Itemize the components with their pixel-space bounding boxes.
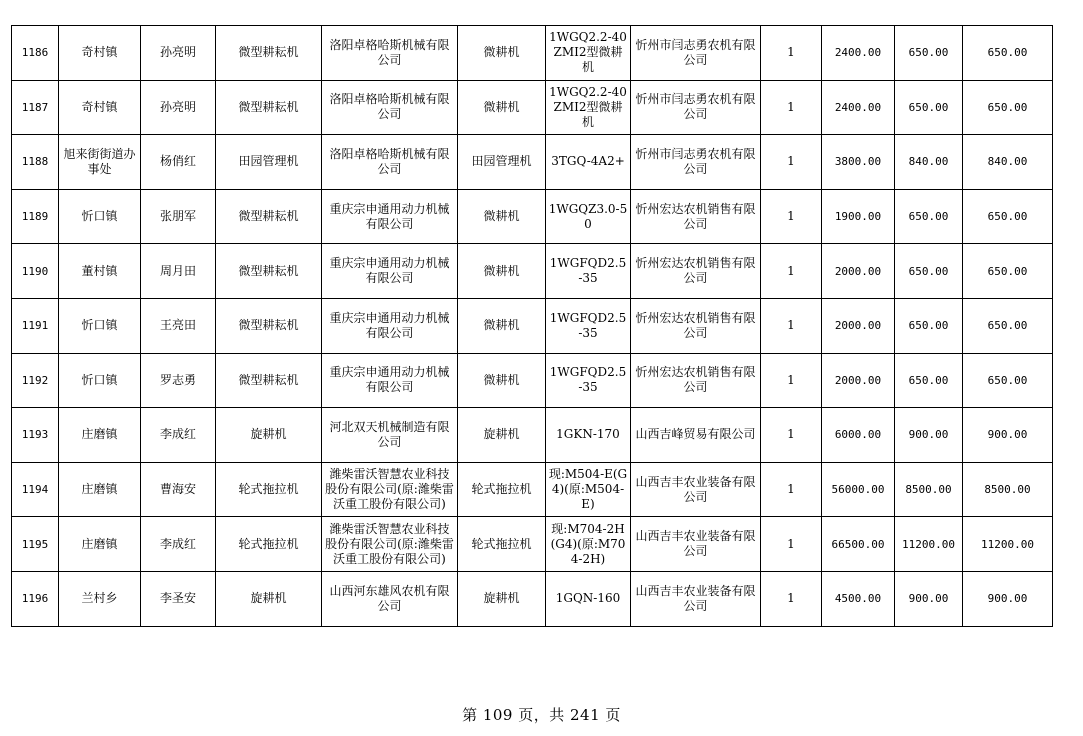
name-cell: 曹海安: [141, 462, 216, 517]
manufacturer-cell: 重庆宗申通用动力机械有限公司: [322, 353, 458, 408]
price-cell: 3800.00: [822, 135, 895, 190]
row-id-cell: 1189: [12, 189, 59, 244]
town-cell: 庄磨镇: [59, 408, 141, 463]
row-id-cell: 1186: [12, 26, 59, 81]
total-subsidy-cell: 840.00: [963, 135, 1053, 190]
model-cell: 1WGFQD2.5-35: [546, 244, 631, 299]
subsidy-cell: 650.00: [895, 26, 963, 81]
machine-type-cell: 微型耕耘机: [216, 189, 322, 244]
subsidy-table: [11, 25, 1053, 627]
quantity-cell: 1: [761, 462, 822, 517]
manufacturer-cell: 重庆宗申通用动力机械有限公司: [322, 298, 458, 353]
total-subsidy-cell: 650.00: [963, 298, 1053, 353]
total-subsidy-cell: 900.00: [963, 571, 1053, 626]
row-id-cell: 1190: [12, 244, 59, 299]
town-cell: 奇村镇: [59, 26, 141, 81]
total-subsidy-cell: 650.00: [963, 26, 1053, 81]
machine-type-cell: 旋耕机: [216, 408, 322, 463]
name-cell: 张朋军: [141, 189, 216, 244]
manufacturer-cell: 重庆宗申通用动力机械有限公司: [322, 189, 458, 244]
machine-type-cell: 旋耕机: [216, 571, 322, 626]
manufacturer-cell: 潍柴雷沃智慧农业科技股份有限公司(原:潍柴雷沃重工股份有限公司): [322, 517, 458, 572]
manufacturer-cell: 山西河东雄风农机有限公司: [322, 571, 458, 626]
machine-type-cell: 微型耕耘机: [216, 353, 322, 408]
model-cell: 1WGQ2.2-40ZMI2型微耕机: [546, 26, 631, 81]
subsidy-cell: 650.00: [895, 189, 963, 244]
category-cell: 旋耕机: [458, 571, 546, 626]
table-row: [12, 298, 1053, 353]
row-id-cell: 1191: [12, 298, 59, 353]
table-row: [12, 462, 1053, 517]
quantity-cell: 1: [761, 408, 822, 463]
machine-type-cell: 轮式拖拉机: [216, 517, 322, 572]
price-cell: 2000.00: [822, 244, 895, 299]
model-cell: 1WGFQD2.5-35: [546, 298, 631, 353]
total-subsidy-cell: 650.00: [963, 80, 1053, 135]
quantity-cell: 1: [761, 135, 822, 190]
category-cell: 微耕机: [458, 189, 546, 244]
dealer-cell: 忻州宏达农机销售有限公司: [631, 189, 761, 244]
total-subsidy-cell: 11200.00: [963, 517, 1053, 572]
name-cell: 李成红: [141, 517, 216, 572]
dealer-cell: 山西吉丰农业装备有限公司: [631, 462, 761, 517]
row-id-cell: 1195: [12, 517, 59, 572]
subsidy-cell: 900.00: [895, 408, 963, 463]
dealer-cell: 忻州市闫志勇农机有限公司: [631, 135, 761, 190]
name-cell: 杨俏红: [141, 135, 216, 190]
subsidy-cell: 900.00: [895, 571, 963, 626]
model-cell: 1WGQZ3.0-50: [546, 189, 631, 244]
machine-type-cell: 微型耕耘机: [216, 26, 322, 81]
quantity-cell: 1: [761, 26, 822, 81]
model-cell: 1GKN-170: [546, 408, 631, 463]
dealer-cell: 忻州宏达农机销售有限公司: [631, 298, 761, 353]
name-cell: 周月田: [141, 244, 216, 299]
subsidy-cell: 840.00: [895, 135, 963, 190]
town-cell: 忻口镇: [59, 298, 141, 353]
total-subsidy-cell: 650.00: [963, 244, 1053, 299]
price-cell: 1900.00: [822, 189, 895, 244]
dealer-cell: 山西吉丰农业装备有限公司: [631, 571, 761, 626]
model-cell: 3TGQ-4A2+: [546, 135, 631, 190]
price-cell: 56000.00: [822, 462, 895, 517]
quantity-cell: 1: [761, 571, 822, 626]
manufacturer-cell: 洛阳卓格哈斯机械有限公司: [322, 80, 458, 135]
price-cell: 66500.00: [822, 517, 895, 572]
town-cell: 庄磨镇: [59, 517, 141, 572]
dealer-cell: 忻州市闫志勇农机有限公司: [631, 26, 761, 81]
price-cell: 2400.00: [822, 26, 895, 81]
category-cell: 微耕机: [458, 26, 546, 81]
model-cell: 1WGQ2.2-40ZMI2型微耕机: [546, 80, 631, 135]
table-body: [12, 26, 1053, 627]
page-footer: 第 109 页，共 241 页: [462, 706, 621, 724]
price-cell: 4500.00: [822, 571, 895, 626]
manufacturer-cell: 潍柴雷沃智慧农业科技股份有限公司(原:潍柴雷沃重工股份有限公司): [322, 462, 458, 517]
subsidy-cell: 650.00: [895, 80, 963, 135]
subsidy-cell: 650.00: [895, 298, 963, 353]
machine-type-cell: 田园管理机: [216, 135, 322, 190]
total-subsidy-cell: 650.00: [963, 353, 1053, 408]
machine-type-cell: 轮式拖拉机: [216, 462, 322, 517]
town-cell: 奇村镇: [59, 80, 141, 135]
quantity-cell: 1: [761, 80, 822, 135]
town-cell: 庄磨镇: [59, 462, 141, 517]
subsidy-cell: 650.00: [895, 353, 963, 408]
total-subsidy-cell: 900.00: [963, 408, 1053, 463]
row-id-cell: 1194: [12, 462, 59, 517]
row-id-cell: 1196: [12, 571, 59, 626]
model-cell: 1WGFQD2.5-35: [546, 353, 631, 408]
manufacturer-cell: 河北双天机械制造有限公司: [322, 408, 458, 463]
town-cell: 旭来街街道办事处: [59, 135, 141, 190]
row-id-cell: 1188: [12, 135, 59, 190]
subsidy-cell: 650.00: [895, 244, 963, 299]
name-cell: 孙亮明: [141, 80, 216, 135]
model-cell: 现:M704-2H(G4)(原:M704-2H): [546, 517, 631, 572]
name-cell: 罗志勇: [141, 353, 216, 408]
price-cell: 6000.00: [822, 408, 895, 463]
row-id-cell: 1193: [12, 408, 59, 463]
table-row: [12, 517, 1053, 572]
manufacturer-cell: 洛阳卓格哈斯机械有限公司: [322, 135, 458, 190]
machine-type-cell: 微型耕耘机: [216, 80, 322, 135]
total-subsidy-cell: 8500.00: [963, 462, 1053, 517]
dealer-cell: 忻州宏达农机销售有限公司: [631, 244, 761, 299]
table-row: [12, 571, 1053, 626]
town-cell: 董村镇: [59, 244, 141, 299]
machine-type-cell: 微型耕耘机: [216, 244, 322, 299]
price-cell: 2000.00: [822, 298, 895, 353]
table-row: [12, 408, 1053, 463]
name-cell: 李成红: [141, 408, 216, 463]
machine-type-cell: 微型耕耘机: [216, 298, 322, 353]
manufacturer-cell: 重庆宗申通用动力机械有限公司: [322, 244, 458, 299]
dealer-cell: 忻州市闫志勇农机有限公司: [631, 80, 761, 135]
table-row: [12, 135, 1053, 190]
row-id-cell: 1192: [12, 353, 59, 408]
table-row: [12, 244, 1053, 299]
category-cell: 微耕机: [458, 80, 546, 135]
category-cell: 微耕机: [458, 298, 546, 353]
quantity-cell: 1: [761, 517, 822, 572]
category-cell: 微耕机: [458, 244, 546, 299]
quantity-cell: 1: [761, 244, 822, 299]
name-cell: 王亮田: [141, 298, 216, 353]
model-cell: 1GQN-160: [546, 571, 631, 626]
subsidy-cell: 11200.00: [895, 517, 963, 572]
dealer-cell: 山西吉丰农业装备有限公司: [631, 517, 761, 572]
table-row: [12, 80, 1053, 135]
table-row: [12, 26, 1053, 81]
category-cell: 轮式拖拉机: [458, 462, 546, 517]
row-id-cell: 1187: [12, 80, 59, 135]
town-cell: 忻口镇: [59, 353, 141, 408]
price-cell: 2000.00: [822, 353, 895, 408]
category-cell: 旋耕机: [458, 408, 546, 463]
table-row: [12, 189, 1053, 244]
subsidy-cell: 8500.00: [895, 462, 963, 517]
town-cell: 忻口镇: [59, 189, 141, 244]
quantity-cell: 1: [761, 298, 822, 353]
category-cell: 田园管理机: [458, 135, 546, 190]
category-cell: 微耕机: [458, 353, 546, 408]
category-cell: 轮式拖拉机: [458, 517, 546, 572]
dealer-cell: 忻州宏达农机销售有限公司: [631, 353, 761, 408]
price-cell: 2400.00: [822, 80, 895, 135]
dealer-cell: 山西吉峰贸易有限公司: [631, 408, 761, 463]
town-cell: 兰村乡: [59, 571, 141, 626]
total-subsidy-cell: 650.00: [963, 189, 1053, 244]
manufacturer-cell: 洛阳卓格哈斯机械有限公司: [322, 26, 458, 81]
quantity-cell: 1: [761, 353, 822, 408]
name-cell: 孙亮明: [141, 26, 216, 81]
name-cell: 李圣安: [141, 571, 216, 626]
quantity-cell: 1: [761, 189, 822, 244]
model-cell: 现:M504-E(G4)(原:M504-E): [546, 462, 631, 517]
table-row: [12, 353, 1053, 408]
